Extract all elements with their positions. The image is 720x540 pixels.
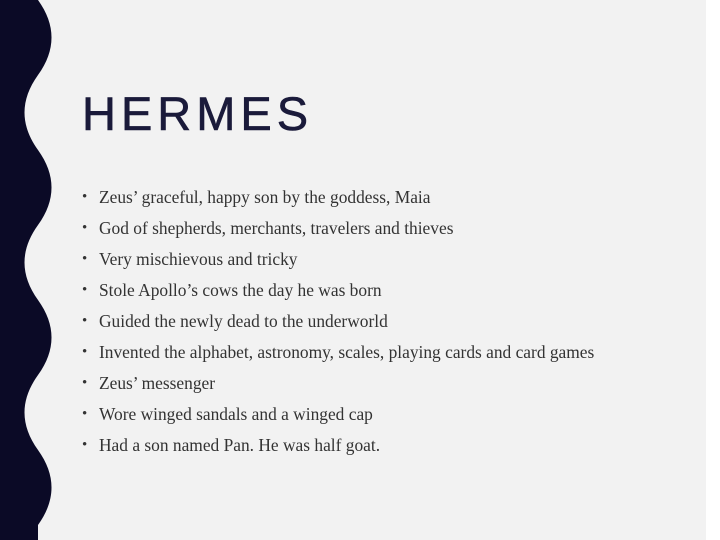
bullet-dot-icon: • <box>82 189 88 205</box>
bullet-list <box>82 185 642 464</box>
bullet-dot-icon: • <box>82 220 88 236</box>
bullet-item <box>82 433 642 457</box>
bullet-dot-icon: • <box>82 437 88 453</box>
bullet-text: Wore winged sandals and a winged cap <box>99 404 373 424</box>
bullet-item <box>82 247 642 271</box>
bullet-text: Guided the newly dead to the underworld <box>99 311 388 331</box>
bullet-text: Invented the alphabet, astronomy, scales, playing cards and card games <box>99 342 595 362</box>
right-edge-strip <box>706 0 720 540</box>
bullet-item <box>82 340 642 364</box>
bullet-text: Had a son named Pan. He was half goat. <box>99 435 381 455</box>
bullet-dot-icon: • <box>82 375 88 391</box>
bullet-item <box>82 216 642 240</box>
bullet-dot-icon: • <box>82 251 88 267</box>
bullet-item <box>82 402 642 426</box>
bullet-dot-icon: • <box>82 344 88 360</box>
wavy-left-band <box>0 0 60 540</box>
bullet-text: Very mischievous and tricky <box>99 249 298 269</box>
bullet-text: Zeus’ messenger <box>99 373 216 393</box>
bullet-text: Zeus’ graceful, happy son by the goddess, Maia <box>99 187 431 207</box>
bullet-text: Stole Apollo’s cows the day he was born <box>99 280 382 300</box>
bullet-item <box>82 371 642 395</box>
bullet-item <box>82 278 642 302</box>
bullet-item <box>82 185 642 209</box>
bullet-item <box>82 309 642 333</box>
bullet-text: God of shepherds, merchants, travelers and thieves <box>99 218 454 238</box>
slide-title: HERMES <box>82 87 314 140</box>
bullet-dot-icon: • <box>82 282 88 298</box>
wavy-band-shape <box>0 0 52 540</box>
bullet-dot-icon: • <box>82 313 88 329</box>
bullet-dot-icon: • <box>82 406 88 422</box>
